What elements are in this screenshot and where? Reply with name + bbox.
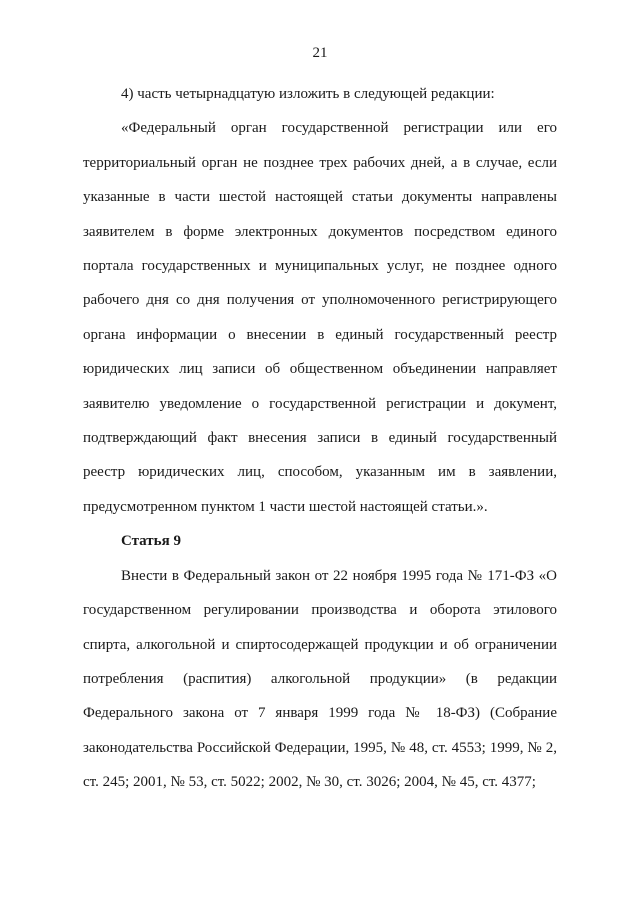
amendment-text: «Федеральный орган государственной регистрации или его территориальный орган не позднее трех рабочих дней, а в случае, если указанные в части шестой настоящей статьи документы направлены заявителем в форме электронных документов посредством единого портала государственных и муниципальных услуг, не позднее одного рабочего дня со дня получения от уполномоченного регистрирующего органа информации о внесении в единый государственный реестр юридических лиц записи об общественном объединении направляет заявителю уведомление о государственной регистрации и документ, подтверждающий факт внесения записи в единый государственный реестр юридических лиц, способом, указанным им в заявлении, предусмотренном пунктом 1 части шестой настоящей статьи.». [83,120,557,515]
article-heading: Статья 9 [121,533,181,550]
page-number: 21 [312,45,328,61]
amendment-intro: 4) часть четырнадцатую изложить в следующей редакции: [121,86,495,102]
document-body [83,77,557,800]
article-text: Внести в Федеральный закон от 22 ноября 1995 года № 171-ФЗ «О государственном регулировании производства и оборота этилового спирта, алкогольной и спиртосодержащей продукции и об ограничении потребления (распития) алкогольной продукции» (в редакции Федерального закона от 7 января 1999 года № 18-ФЗ) (Собрание законодательства Российской Федерации, 1995, № 48, ст. 4553; 1999, № 2, ст. 245; 2001, № 53, ст. 5022; 2002, № 30, ст. 3026; 2004, № 45, ст. 4377; [83,567,557,791]
